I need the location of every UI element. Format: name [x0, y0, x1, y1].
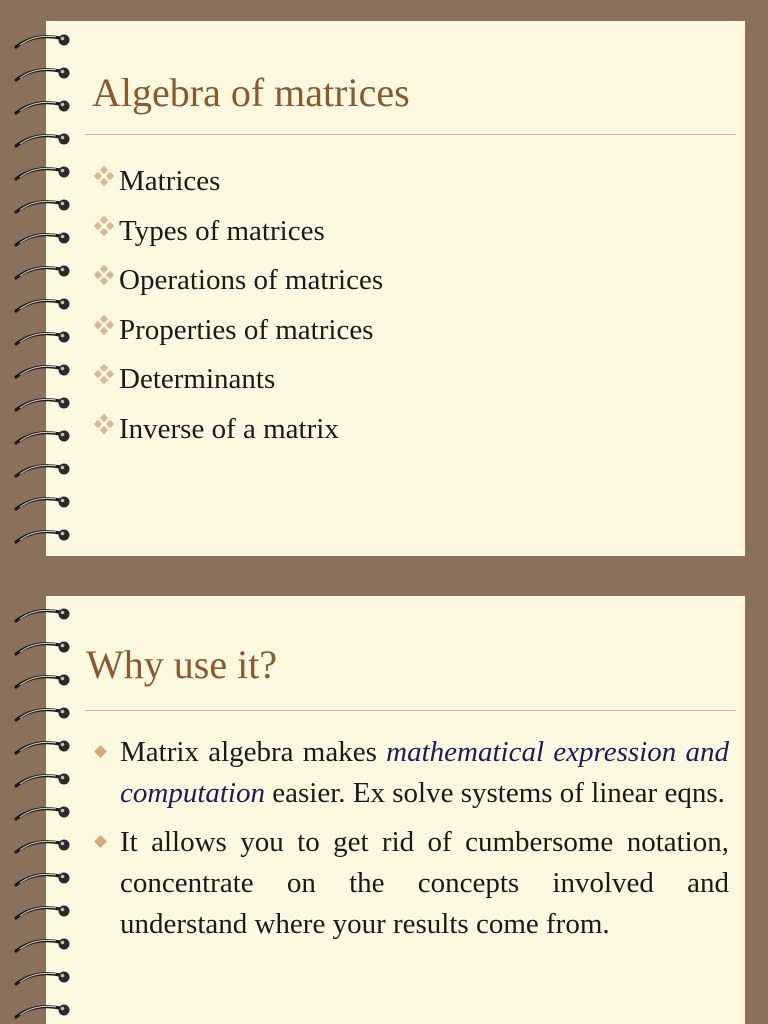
list-item-label: Matrices — [119, 165, 221, 197]
list-item-label: Determinants — [119, 363, 276, 395]
four-diamond-bullet-icon — [92, 359, 119, 389]
title-divider — [85, 710, 736, 711]
four-diamond-bullet-icon — [92, 260, 119, 290]
list-item — [92, 409, 383, 459]
four-diamond-bullet-icon — [92, 409, 119, 439]
list-item — [92, 161, 383, 211]
bullet-text-part1: Matrix algebra makes — [120, 736, 387, 768]
reason-list — [90, 732, 729, 953]
bullet-text-part2: easier. Ex solve systems of linear eqns. — [265, 777, 725, 809]
list-item — [90, 822, 729, 945]
four-diamond-bullet-icon — [92, 310, 119, 340]
list-item-label: Types of matrices — [119, 214, 325, 247]
four-diamond-bullet-icon — [92, 161, 119, 191]
slide-title: Why use it? — [86, 642, 278, 687]
list-item — [92, 260, 383, 310]
slide-algebra-of-matrices — [46, 21, 745, 556]
title-divider — [85, 134, 736, 135]
slide-title: Algebra of matrices — [92, 70, 410, 115]
four-diamond-bullet-icon — [92, 211, 119, 241]
bullet-emphasis: mathematical expression and computation — [120, 736, 730, 809]
list-item-label: Operations of matrices — [119, 264, 384, 296]
topic-list — [92, 161, 383, 458]
list-item-label: Properties of matrices — [119, 313, 374, 346]
list-item — [90, 732, 729, 814]
diamond-bullet-icon — [94, 745, 107, 758]
list-item-label: Inverse of a matrix — [119, 412, 339, 445]
list-item — [92, 359, 383, 409]
bullet-text: It allows you to get rid of cumbersome notation, concentrate on the concepts involved and understand where your results come from. — [120, 826, 729, 940]
slide-why-use-it — [46, 596, 745, 1024]
list-item — [92, 211, 383, 261]
diamond-bullet-icon — [94, 835, 107, 848]
list-item — [92, 310, 383, 360]
